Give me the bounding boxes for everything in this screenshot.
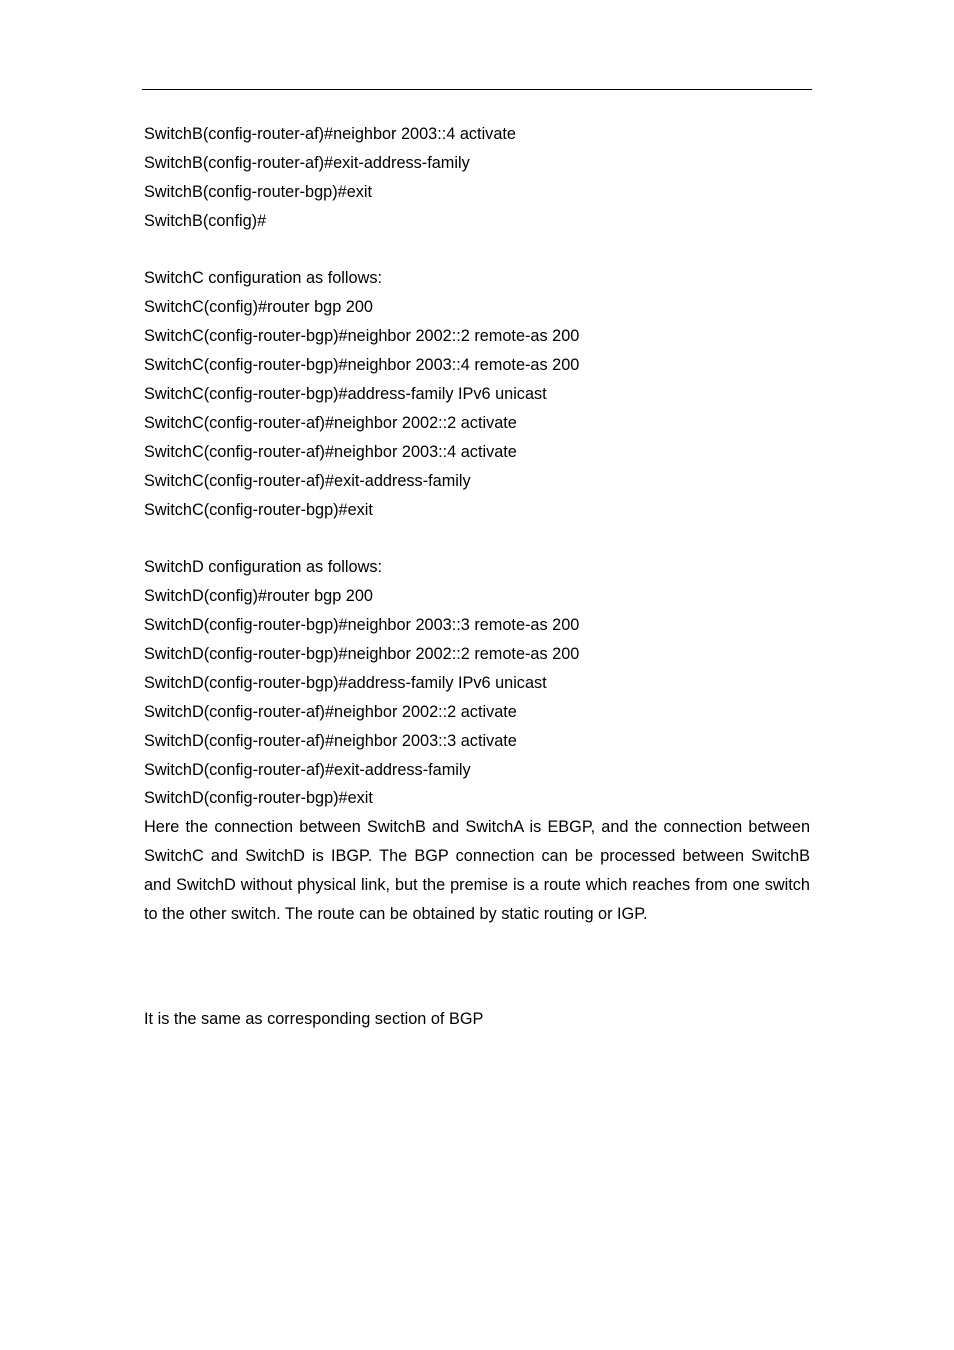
blank-line: [144, 236, 810, 265]
switchd-config-block: [144, 553, 810, 813]
config-heading: SwitchC configuration as follows:: [144, 269, 382, 288]
page-content: [144, 120, 810, 929]
config-line: SwitchD(config-router-bgp)#neighbor 2003::3 remote-as 200: [144, 616, 580, 635]
switchb-config-block: [144, 120, 810, 236]
config-line: SwitchD(config-router-af)#neighbor 2003::3 activate: [144, 731, 517, 750]
config-heading: SwitchD configuration as follows:: [144, 558, 382, 577]
config-line: SwitchC(config-router-af)#exit-address-family: [144, 471, 471, 490]
config-line: SwitchB(config-router-bgp)#exit: [144, 182, 373, 201]
config-line: SwitchC(config-router-bgp)#neighbor 2002::2 remote-as 200: [144, 327, 580, 346]
config-line: SwitchC(config)#router bgp 200: [144, 298, 373, 317]
config-line: SwitchB(config-router-af)#neighbor 2003::4 activate: [144, 125, 516, 143]
config-line: SwitchB(config-router-af)#exit-address-family: [144, 153, 470, 172]
config-line: SwitchC(config-router-bgp)#exit: [144, 500, 373, 519]
config-line: SwitchD(config-router-bgp)#neighbor 2002::2 remote-as 200: [144, 645, 580, 664]
config-line: SwitchC(config-router-af)#neighbor 2002::2 activate: [144, 413, 517, 432]
section-note: It is the same as corresponding section of BGP: [144, 1010, 484, 1028]
explanation-paragraph: Here the connection between SwitchB and SwitchA is EBGP, and the connection between SwitchC and SwitchD is IBGP. The BGP connection can be processed between SwitchB and SwitchD without physical link, but the premise is a route which reaches from one switch to the other switch. The route can be obtained by static routing or IGP.: [144, 818, 810, 924]
config-line: SwitchD(config-router-af)#neighbor 2002::2 activate: [144, 702, 517, 721]
config-line: SwitchD(config)#router bgp 200: [144, 587, 373, 606]
config-line: SwitchD(config-router-bgp)#address-family IPv6 unicast: [144, 673, 547, 692]
config-line: SwitchB(config)#: [144, 211, 267, 230]
config-line: SwitchD(config-router-af)#exit-address-family: [144, 760, 471, 779]
config-line: SwitchD(config-router-bgp)#exit: [144, 789, 373, 808]
config-line: SwitchC(config-router-af)#neighbor 2003::4 activate: [144, 442, 517, 461]
config-line: SwitchC(config-router-bgp)#address-family IPv6 unicast: [144, 385, 547, 404]
blank-line: [144, 524, 810, 553]
config-line: SwitchC(config-router-bgp)#neighbor 2003::4 remote-as 200: [144, 356, 580, 375]
switchc-config-block: [144, 264, 810, 524]
header-rule: [142, 89, 812, 90]
